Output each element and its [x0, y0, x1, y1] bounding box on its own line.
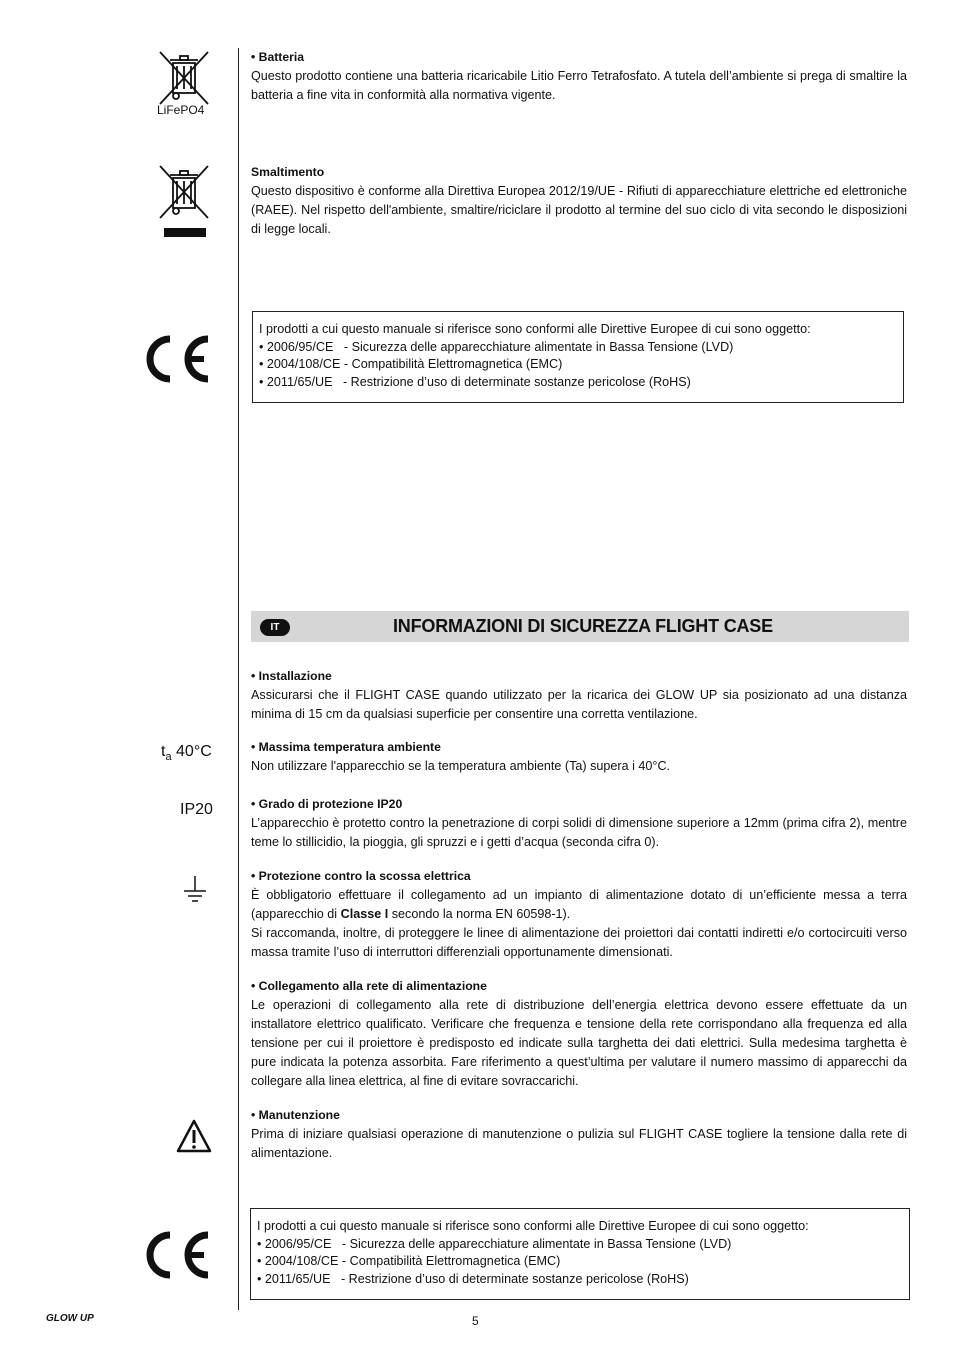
electric-shock-section — [251, 867, 907, 962]
bullet: • — [251, 869, 259, 883]
margin-divider-line — [238, 48, 239, 1310]
ce-intro: I prodotti a cui questo manuale si riferisce sono conformi alle Direttive Europee di cui sono oggetto: — [257, 1219, 809, 1233]
ip-protection-title: Grado di protezione IP20 — [258, 797, 403, 811]
ce-directives-box-2 — [250, 1208, 910, 1300]
bullet: • — [251, 669, 259, 683]
section-banner — [251, 611, 909, 642]
ambient-temperature-label — [161, 743, 212, 763]
ip20-label: IP20 — [180, 801, 213, 818]
bullet: • — [251, 979, 259, 993]
ce-item-rohs: • 2011/65/UE - Restrizione d’uso di determinate sostanze pericolose (RoHS) — [259, 374, 691, 389]
bullet: • — [251, 1108, 259, 1122]
maintenance-title: Manutenzione — [258, 1108, 340, 1122]
ip-protection-section — [251, 795, 907, 852]
lifepo4-label: LiFePO4 — [157, 103, 205, 117]
ce-item-emc: • 2004/108/CE - Compatibilità Elettromagnetica (EMC) — [257, 1254, 561, 1268]
maintenance-section — [251, 1106, 907, 1163]
ce-mark-icon — [140, 333, 212, 390]
max-temperature-section — [251, 738, 907, 776]
ce-item-emc: • 2004/108/CE - Compatibilità Elettromagnetica (EMC) — [259, 357, 563, 371]
ground-earth-icon — [183, 876, 207, 911]
mains-connection-title: Collegamento alla rete di alimentazione — [258, 979, 487, 993]
mains-connection-heading — [251, 977, 907, 996]
ip-protection-heading — [251, 795, 907, 814]
battery-heading — [251, 48, 907, 67]
shock-text-b: secondo la norma EN 60598-1). — [388, 907, 571, 921]
bullet: • — [251, 797, 259, 811]
bullet: • — [251, 740, 259, 754]
mains-connection-text: Le operazioni di collegamento alla rete di distribuzione dell’energia elettrica devono essere effettuate da un installatore elettrico qualificato. Verificare che frequenza e tensione della rete corrispondano alla frequenza ed alla tensione per cui il proiettore è predisposto ed indicate sulla targhetta dei dati elettrici. Sulla medesima targhetta è pure indicata la potenza assorbita. Fare riferimento a quest’ultima per valutare il numero massimo di apparecchi da collegare alla linea elettrica, al fine di evitare sovraccarichi. — [251, 998, 907, 1088]
ce-item-rohs: • 2011/65/UE - Restrizione d’uso di determinate sostanze pericolose (RoHS) — [257, 1271, 689, 1286]
language-badge: IT — [260, 619, 290, 636]
mains-connection-section — [251, 977, 907, 1091]
max-temperature-heading — [251, 738, 907, 757]
electric-shock-title: Protezione contro la scossa elettrica — [258, 869, 471, 883]
ce-directives-box — [252, 311, 904, 403]
disposal-title: Smaltimento — [251, 165, 325, 179]
ta-value: 40°C — [171, 743, 212, 760]
installation-heading — [251, 667, 907, 686]
shock-class-bold: Classe I — [340, 907, 389, 921]
installation-title: Installazione — [258, 669, 332, 683]
battery-section — [251, 48, 907, 105]
maintenance-heading — [251, 1106, 907, 1125]
electric-shock-heading — [251, 867, 907, 886]
electric-shock-text-1 — [251, 886, 907, 924]
battery-title: Batteria — [258, 50, 305, 64]
disposal-text: Questo dispositivo è conforme alla Direttiva Europea 2012/19/UE - Rifiuti di apparecchiature elettriche ed elettroniche (RAEE). Nel rispetto dell'ambiente, smaltire/riciclare il prodotto al termine del suo ciclo di vita secondo le disposizioni di legge locali. — [251, 184, 907, 236]
ta-symbol: t — [161, 743, 166, 760]
ta-subscript: a — [165, 751, 172, 764]
weee-crossed-bin-icon — [158, 164, 210, 243]
installation-section — [251, 667, 907, 724]
ce-intro: I prodotti a cui questo manuale si riferisce sono conformi alle Direttive Europee di cui sono oggetto: — [259, 322, 811, 336]
maintenance-text: Prima di iniziare qualsiasi operazione di manutenzione o pulizia sul FLIGHT CASE togliere la tensione dalla rete di alimentazione. — [251, 1127, 907, 1160]
ce-item-lvd: • 2006/95/CE - Sicurezza delle apparecchiature alimentate in Bassa Tensione (LVD) — [257, 1236, 732, 1251]
footer-brand: GLOW UP — [46, 1313, 94, 1324]
electric-shock-text-2: Si raccomanda, inoltre, di proteggere le linee di alimentazione dei proiettori dai contatti indiretti e/o cortocircuiti verso massa tramite l’uso di interruttori differenziali opportunamente dimensionati. — [251, 926, 907, 959]
shock-text-a: È obbligatorio effettuare il collegamento ad un impianto di alimentazione dotato di un’efficiente messa a terra (apparecchio di — [251, 888, 907, 921]
warning-triangle-icon — [176, 1119, 212, 1158]
installation-text: Assicurarsi che il FLIGHT CASE quando utilizzato per la ricarica dei GLOW UP sia posizionato ad una distanza minima di 15 cm da qualsiasi superficie per consentire una corretta ventilazione. — [251, 688, 907, 721]
bullet: • — [251, 50, 259, 64]
ce-mark-icon — [140, 1229, 212, 1286]
max-temperature-title: Massima temperatura ambiente — [258, 740, 441, 754]
max-temperature-text: Non utilizzare l'apparecchio se la temperatura ambiente (Ta) supera i 40°C. — [251, 759, 671, 773]
ce-item-lvd: • 2006/95/CE - Sicurezza delle apparecchiature alimentate in Bassa Tensione (LVD) — [259, 339, 734, 354]
disposal-section — [251, 163, 907, 239]
battery-text: Questo prodotto contiene una batteria ricaricabile Litio Ferro Tetrafosfato. A tutela dell’ambiente si prega di smaltire la batteria a fine vita in conformità alla normativa vigente. — [251, 69, 907, 102]
ip-protection-text: L’apparecchio è protetto contro la penetrazione di corpi solidi di dimensione superiore a 12mm (prima cifra 2), mentre teme lo stillicidio, la pioggia, gli spruzzi e i getti d’acqua (seconda cifra 0). — [251, 816, 907, 849]
section-title: INFORMAZIONI DI SICUREZZA FLIGHT CASE — [393, 616, 773, 636]
page-number: 5 — [472, 1314, 479, 1328]
